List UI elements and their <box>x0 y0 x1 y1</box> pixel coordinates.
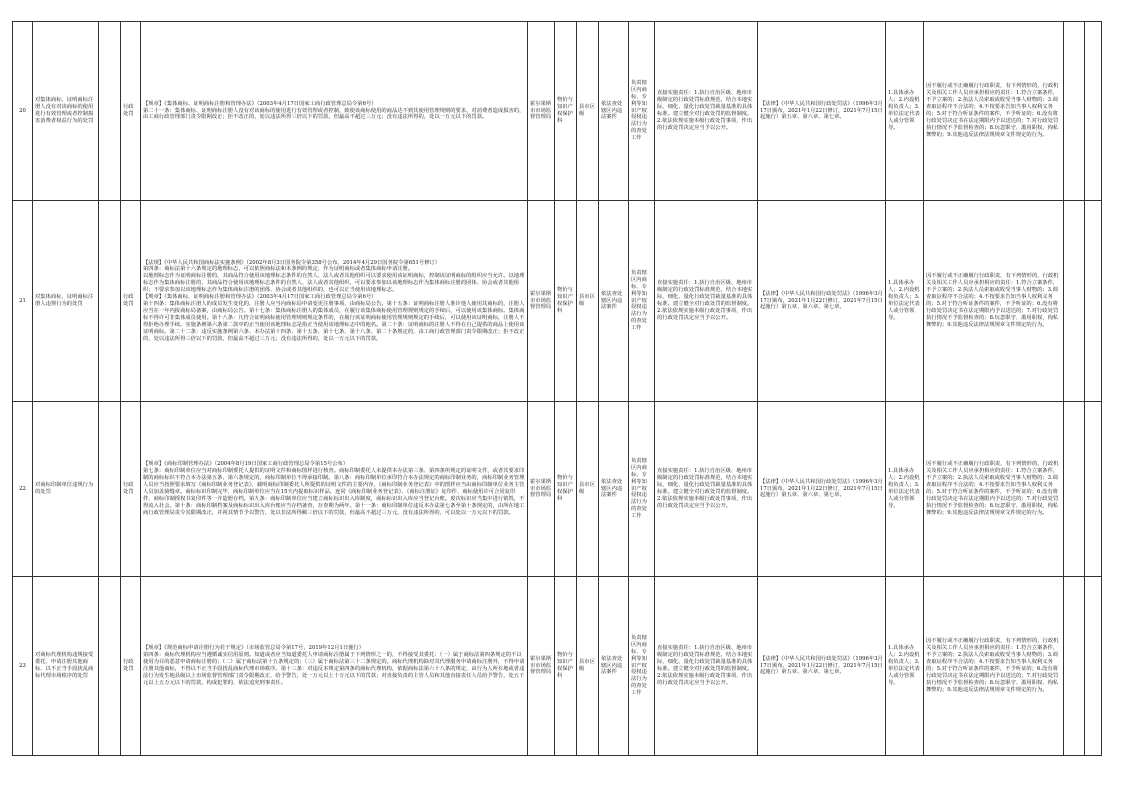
office-responsibility: 负责辖区内商标、专利等知识产权侵权违法行为的查处工作 <box>629 22 655 201</box>
blank-cell <box>99 577 121 756</box>
table-row <box>13 402 1102 577</box>
item-name: 对商标代理机构违规接受委托、申请注册其他商标、以不正当手段扰乱商标代理市场秩序的处罚 <box>33 577 99 756</box>
legal-basis <box>141 201 528 402</box>
responsibility-subject: 1.具体承办人；2.内设机构负责人；3.单位法定代表人或分管领导。 <box>886 577 924 756</box>
power-type: 行政处罚 <box>121 201 141 402</box>
blank-cell <box>1085 201 1102 402</box>
office-responsibility: 负责辖区内商标、专利等知识产权侵权违法行为的查处工作 <box>629 402 655 577</box>
exercise-scope: 依法查处辖区内违法案件 <box>599 201 629 402</box>
liability-circumstances: 因不履行或不正确履行行政职责，有下列情形的，行政机关及相关工作人员应承担相应的责任：1.符合立案条件，不予立案的；2.执法人员索取或收受当事人财物的；3.调查取证程序不合法的；4.不按要求告知当事人权利义务的；5.对于符合听证条件的案件，不予听证的；6.没有将行政处罚决定书在法定期限内予以送达的；7.对行政处罚执行情况不予监督检查的；8.玩忽职守、滥用职权、徇私舞弊的；9.其他违反法律法规规章文件规定的行为。 <box>924 22 1064 201</box>
liability-circumstances: 因不履行或不正确履行行政职责，有下列情形的，行政机关及相关工作人员应承担相应的责任：1.符合立案条件，不予立案的；2.执法人员索取或收受当事人财物的；3.调查取证程序不合法的；4.不按要求告知当事人权利义务的；5.对于符合听证条件的案件，不予听证的；6.没有将行政处罚决定书在法定期限内予以送达的；7.对行政处罚执行情况不予监督检查的；8.玩忽职守、滥用职权、徇私舞弊的；9.其他违反法律法规规章文件规定的行为。 <box>924 201 1064 402</box>
blank-cell <box>99 402 121 577</box>
blank-cell <box>1085 22 1102 201</box>
exercise-level: 县市区级 <box>577 577 599 756</box>
exercise-scope: 依法查处辖区内违法案件 <box>599 577 629 756</box>
legal-basis-paragraph: 第二十一条：集体商标、证明商标注册人没有对该商标的使用进行有效管理或者控制，致使该商标使用的商品达不到其使用管理规则的要求，对消费者造成损害的，由工商行政管理部门责令限期改正；拒不改正的，处以违法所得三倍以下的罚款，但最高不超过三万元；没有违法所得的，处以一万元以下的罚款。 <box>143 107 525 121</box>
legal-basis-paragraph: 【规章】《集体商标、证明商标注册和管理办法》（2003年4月17日国家工商行政管理总局令第6号） <box>143 294 377 301</box>
row-number: 21 <box>13 201 33 402</box>
office-responsibility: 负责辖区内商标、专利等知识产权侵权违法行为的查处工作 <box>629 201 655 402</box>
power-list-table <box>12 21 1102 756</box>
accountability-law: 【法律】《中华人民共和国行政处罚法》（1996年3月17日颁布，2021年1月22日修订，2021年7月15日起施行）第五章、第六章、第七章。 <box>758 402 886 577</box>
legal-basis <box>141 577 528 756</box>
responsibility-subject: 1.具体承办人；2.内设机构负责人；3.单位法定代表人或分管领导。 <box>886 22 924 201</box>
blank-cell <box>1085 577 1102 756</box>
implementing-department: 霍尔果斯市市场监督管理局 <box>528 22 555 201</box>
duty-description: 直接实施责任：1.执行自治区级、地州市级制定的行政处罚标准规范，结合本地实际，细化、量化行政处罚裁量基准的具体标准。建立健全对行政处罚的监督制度。2.依法依规实施本级行政处罚事项，作出的行政处罚决定应当予以公开。 <box>655 577 758 756</box>
exercise-level: 县市区级 <box>577 201 599 402</box>
implementing-department: 霍尔果斯市市场监督管理局 <box>528 577 555 756</box>
legal-basis-paragraph: 第四条：商标代理机构应当遵循诚实信用原则。知道或者应当知道委托人申请商标注册属于下列情形之一的，不得接受其委托：（一）属于商标法第四条规定的不以使用为目的恶意申请商标注册的；（二）属于商标法第十五条规定的；（三）属于商标法第三十二条规定的。商标代理机构除对其代理服务申请商标注册外，不得申请注册其他商标，不得以不正当手段扰乱商标代理市场秩序。第十三条：对违反本规定第四条的商标代理机构，依据商标法第六十八条的规定，由行为人所在地或者违法行为发生地县级以上市场监督管理部门责令限期改正，给予警告，处一万元以上十万元以下的罚款；对直接负责的主管人员和其他直接责任人员给予警告，处五千元以上五万元以下的罚款，构成犯罪的，依法追究刑事责任。 <box>143 652 525 686</box>
liability-circumstances: 因不履行或不正确履行行政职责，有下列情形的，行政机关及相关工作人员应承担相应的责任：1.符合立案条件，不予立案的；2.执法人员索取或收受当事人财物的；3.调查取证程序不合法的；4.不按要求告知当事人权利义务的；5.对于符合听证条件的案件，不予听证的；6.没有将行政处罚决定书在法定期限内予以送达的；7.对行政处罚执行情况不予监督检查的；8.玩忽职守、滥用职权、徇私舞弊的；9.其他违反法律法规规章文件规定的行为。 <box>924 402 1064 577</box>
legal-basis-paragraph: 第十四条：集体商标注册人的成员发生变化的，注册人应当向商标局申请变更注册事项，由商标局公告。第十五条：证明商标注册人准许他人使用其商标的，注册人应当在一年内报商标局备案，由商标局公告。第十七条：集体商标注册人的集体成员，在履行该集体商标使用管理规则规定的手续后，可以使用该集体商标。集体商标不得许可非集体成员使用。第十八条：凡符合证明商标使用管理规则规定条件的，在履行该证明商标使用管理规则规定的手续后，可以使用该证明商标，注册人不得拒绝办理手续。实施条例第六条第二款中的正当使用该地理标志是指正当使用该地理标志中的地名。第二十条：证明商标的注册人不得在自己提供的商品上使用该证明商标。第二十二条：违反实施条例第六条、本办法第十四条、第十五条、第十七条、第十八条、第二十条规定的，由工商行政管理部门责令限期改正；拒不改正的，处以违法所得三倍以下的罚款，但最高不超过三万元；没有违法所得的，处以一万元以下的罚款。 <box>143 301 525 342</box>
legal-basis-paragraph: 【法规】《中华人民共和国商标法实施条例》（2002年8月3日国务院令第358号公布，2014年4月29日国务院令第651号修订） <box>143 259 441 266</box>
legal-basis-paragraph: 【规章】《集体商标、证明商标注册和管理办法》（2003年4月17日国家工商行政管理总局令第6号） <box>143 100 377 107</box>
blank-cell <box>99 22 121 201</box>
legal-basis-paragraph: 以地理标志作为证明商标注册的，其商品符合使用该地理标志条件的自然人、法人或者其他组织可以要求使用该证明商标，控制该证明商标的组织应当允许。以地理标志作为集体商标注册的，其商品符合使用该地理标志条件的自然人、法人或者其他组织，可以要求参加以该地理标志作为集体商标注册的团体、协会或者其他组织；不要求参加以该地理标志作为集体商标注册的团体、协会或者其他组织的，也可以正当使用该地理标志。 <box>143 273 525 294</box>
exercise-scope: 依法查处辖区内违法案件 <box>599 22 629 201</box>
legal-basis-paragraph: 第四条：商标法第十六条规定的地理标志，可以依照商标法和本条例的规定，作为证明商标或者集体商标申请注册。 <box>143 266 414 273</box>
duty-description: 直接实施责任：1.执行自治区级、地州市级制定的行政处罚标准规范，结合本地实际，细化、量化行政处罚裁量基准的具体标准。建立健全对行政处罚的监督制度。2.依法依规实施本级行政处罚事项，作出的行政处罚决定应当予以公开。 <box>655 402 758 577</box>
duty-description: 直接实施责任：1.执行自治区级、地州市级制定的行政处罚标准规范，结合本地实际，细化、量化行政处罚裁量基准的具体标准。建立健全对行政处罚的监督制度。2.依法依规实施本级行政处罚事项，作出的行政处罚决定应当予以公开。 <box>655 201 758 402</box>
legal-basis-paragraph: 第七条：商标印制单位应当对商标印制委托人提供的证明文件和商标图样进行核查。商标印制委托人未提供本办法第三条、第四条所规定的证明文件，或者其要求印制的商标标识不符合本办法第五条、第六条规定的，商标印制单位不得承接印制。第八条：商标印制单位承印符合本办法规定的商标印制业务的，商标印制业务管理人员应当按照要求填写《商标印制业务登记表》，载明商标印制委托人所提供的证明文件的主要内容，《商标印制业务登记表》中的图样应当由商标印制单位业务主管人员加盖骑缝章。商标标识印制完毕，商标印制单位应当在15天内提取标识样品，连同《商标印制业务登记表》、《商标注册证》复印件、商标使用许可合同复印件、商标印制授权书复印件等一并造册存档。第九条：商标印制单位应当建立商标标识出入库制度，商标标识出入库应当登记台账。废次标识应当集中进行销毁，不得流入社会。第十条：商标印制档案及商标标识出入库台账应当存档备查，存查期为两年。第十一条：商标印制单位违反本办法第七条至第十条规定的，由所在地工商行政管理局责令其限期改正，并视其情节予以警告，处以非法所得额三倍以下的罚款，但最高不超过三万元，没有违法所得的，可以处以一万元以下的罚款。 <box>143 468 525 516</box>
row-number: 22 <box>13 402 33 577</box>
duty-description: 直接实施责任：1.执行自治区级、地州市级制定的行政处罚标准规范，结合本地实际，细化、量化行政处罚裁量基准的具体标准。建立健全对行政处罚的监督制度。2.依法依规实施本级行政处罚事项，作出的行政处罚决定应当予以公开。 <box>655 22 758 201</box>
accountability-law: 【法律】《中华人民共和国行政处罚法》（1996年3月17日颁布，2021年1月22日修订，2021年7月15日起施行）第五章、第六章、第七章。 <box>758 22 886 201</box>
implementing-department: 霍尔果斯市市场监督管理局 <box>528 201 555 402</box>
item-name: 对商标印制单位违规行为的处罚 <box>33 402 99 577</box>
item-name: 对集体商标、证明商标注册人没有对该商标的使用进行有效管理或者控制损害消费者权益行为的处罚 <box>33 22 99 201</box>
power-type: 行政处罚 <box>121 577 141 756</box>
table-row <box>13 201 1102 402</box>
exercise-level: 县市区级 <box>577 22 599 201</box>
responsible-office: 物价与知识产权保护科 <box>555 402 577 577</box>
exercise-scope: 依法查处辖区内违法案件 <box>599 402 629 577</box>
blank-cell <box>99 201 121 402</box>
responsible-office: 物价与知识产权保护科 <box>555 201 577 402</box>
accountability-law: 【法律】《中华人民共和国行政处罚法》（1996年3月17日颁布，2021年1月22日修订，2021年7月15日起施行）第五章、第六章、第七章。 <box>758 577 886 756</box>
accountability-law: 【法律】《中华人民共和国行政处罚法》（1996年3月17日颁布，2021年1月22日修订，2021年7月15日起施行）第五章、第六章、第七章。 <box>758 201 886 402</box>
implementing-department: 霍尔果斯市市场监督管理局 <box>528 402 555 577</box>
blank-cell <box>1064 22 1085 201</box>
liability-circumstances: 因不履行或不正确履行行政职责，有下列情形的，行政机关及相关工作人员应承担相应的责任：1.符合立案条件，不予立案的；2.执法人员索取或收受当事人财物的；3.调查取证程序不合法的；4.不按要求告知当事人权利义务的；5.对于符合听证条件的案件，不予听证的；6.没有将行政处罚决定书在法定期限内予以送达的；7.对行政处罚执行情况不予监督检查的；8.玩忽职守、滥用职权、徇私舞弊的；9.其他违反法律法规规章文件规定的行为。 <box>924 577 1064 756</box>
exercise-level: 县市区级 <box>577 402 599 577</box>
blank-cell <box>1064 402 1085 577</box>
blank-cell <box>1085 402 1102 577</box>
blank-cell <box>1064 577 1085 756</box>
item-name: 对集体商标、证明商标注册人违规行为的处罚 <box>33 201 99 402</box>
responsible-office: 物价与知识产权保护科 <box>555 577 577 756</box>
power-type: 行政处罚 <box>121 22 141 201</box>
power-type: 行政处罚 <box>121 402 141 577</box>
legal-basis-paragraph: 【规章】《规范商标申请注册行为若干规定》（市场监管总局令第17号，2019年12月1日施行） <box>143 645 365 652</box>
table-row <box>13 22 1102 201</box>
responsible-office: 物价与知识产权保护科 <box>555 22 577 201</box>
blank-cell <box>1064 201 1085 402</box>
responsibility-subject: 1.具体承办人；2.内设机构负责人；3.单位法定代表人或分管领导。 <box>886 201 924 402</box>
legal-basis <box>141 22 528 201</box>
row-number: 20 <box>13 22 33 201</box>
table-row <box>13 577 1102 756</box>
legal-basis <box>141 402 528 577</box>
row-number: 23 <box>13 577 33 756</box>
office-responsibility: 负责辖区内商标、专利等知识产权侵权违法行为的查处工作 <box>629 577 655 756</box>
legal-basis-paragraph: 【规章】《商标印制管理办法》（2004年8月19日国家工商行政管理总局令第15号公布） <box>143 461 349 468</box>
responsibility-subject: 1.具体承办人；2.内设机构负责人；3.单位法定代表人或分管领导。 <box>886 402 924 577</box>
